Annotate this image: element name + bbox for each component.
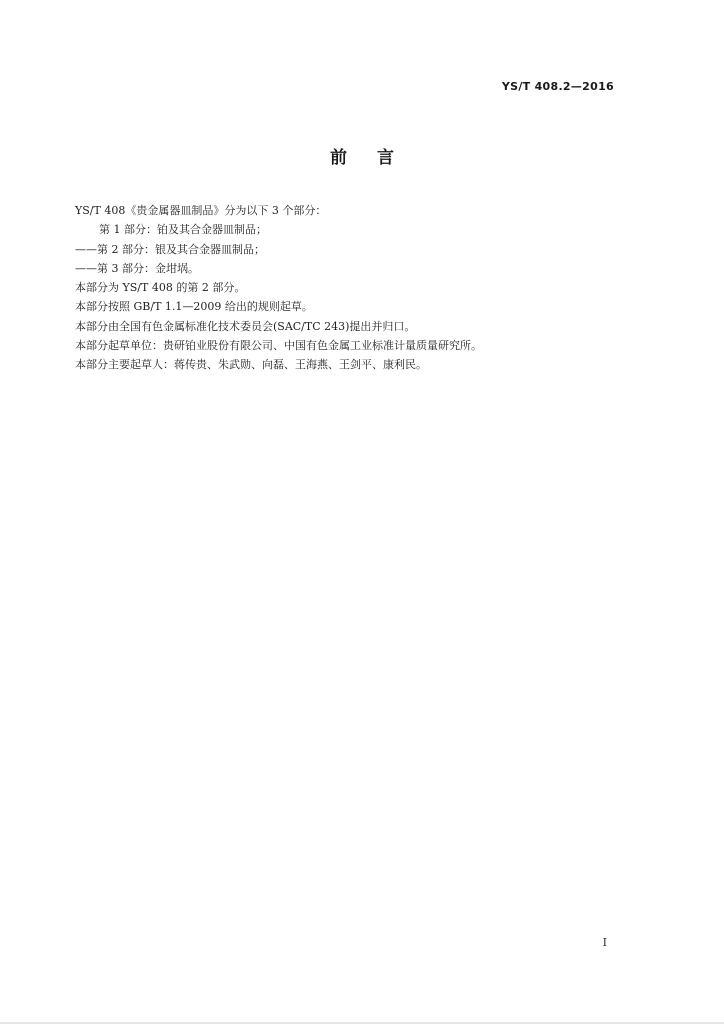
foreword-line-intro: YS/T 408《贵金属器皿制品》分为以下 3 个部分： [75,204,327,217]
foreword-body [75,201,635,375]
page-number: I [602,936,607,949]
page-title: 前言 [330,148,424,168]
foreword-line-drafting-units: 本部分起草单位：贵研铂业股份有限公司、中国有色金属工业标准计量质量研究所。 [75,339,482,353]
standard-number: YS/T 408.2—2016 [501,80,614,93]
foreword-line-this-part: 本部分为 YS/T 408 的第 2 部分。 [75,281,246,295]
foreword-line-part-2: ——第 2 部分：银及其合金器皿制品； [75,242,265,256]
foreword-line-drafters: 本部分主要起草人：蒋传贵、朱武勋、向磊、王海燕、王剑平、康利民。 [75,358,427,372]
foreword-line-drafting-rules: 本部分按照 GB/T 1.1—2009 给出的规则起草。 [75,300,313,314]
foreword-line-part-1: 第 1 部分：铂及其合金器皿制品； [99,223,267,237]
foreword-line-committee: 本部分由全国有色金属标准化技术委员会(SAC/TC 243)提出并归口。 [75,319,416,333]
foreword-line-part-3: ——第 3 部分：金坩埚。 [75,261,199,275]
